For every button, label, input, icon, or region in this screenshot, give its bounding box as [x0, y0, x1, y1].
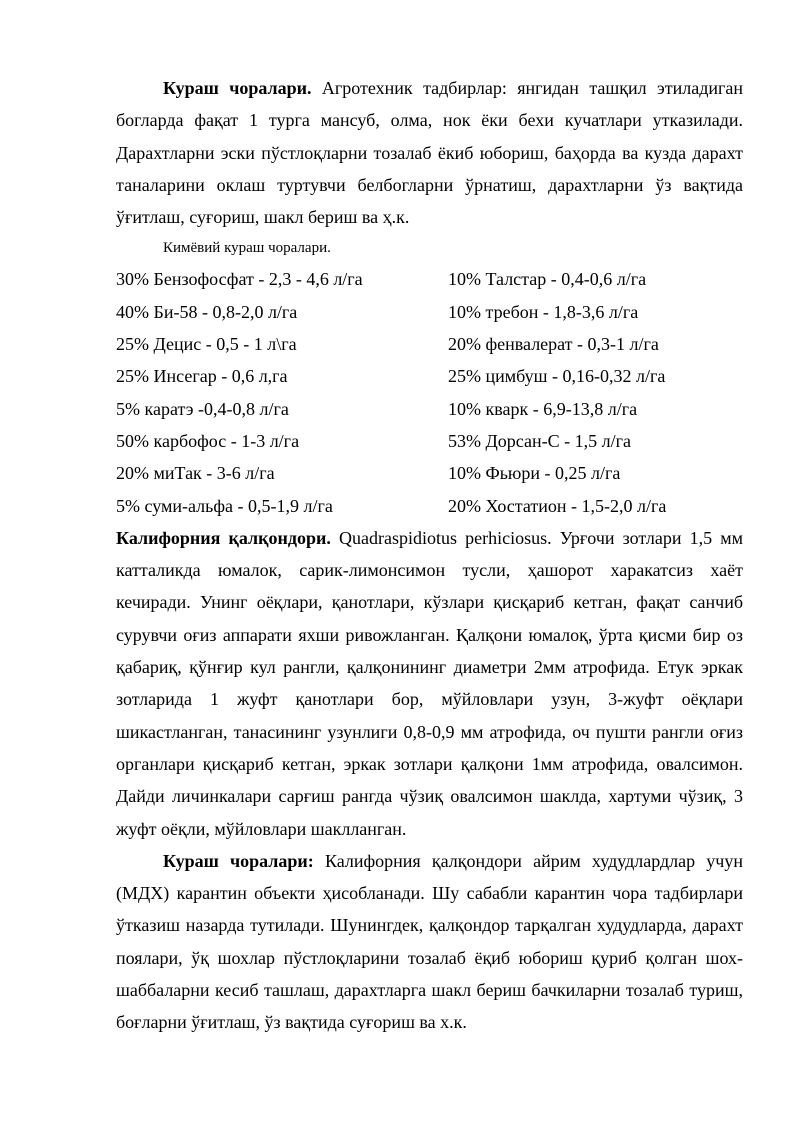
chemical-item: 25% цимбуш - 0,16-0,32 л/га [448, 366, 666, 387]
subheading-chemical-measures: Кимёвий кураш чоралари. [163, 240, 331, 257]
chemical-item: 20% фенвалерат - 0,3-1 л/га [448, 334, 659, 355]
chemical-item: 10% требон - 1,8-3,6 л/га [448, 301, 639, 322]
paragraph-text: Quadraspidiotus perhiciosus. Урғочи зотлари 1,5 мм катталикда юмалок, сарик-лимонсимон тусли, ҳашорот харакатсиз хаёт кечиради. Унинг оёқлари, қанотлари, кўзлари қисқариб кетган, фақат санчиб сурувчи оғиз аппарати яхши ривожланган. Қалқони юмалоқ, ўрта қисми бир оз қабариқ, қўнғир кул рангли, қалқонининг диаметри 2мм атрофида. Етук эркак зотларида 1 жуфт қанотлари бор, мўйловлари узун, 3-жуфт оёқлари шикастланган, танасининг узунлиги 0,8-0,9 мм атрофида, оч пушти рангли оғиз органлари қисқариб кетган, эркак зотлари қалқони 1мм атрофида, овалсимон. Дайди личинкалари сарғиш рангда чўзиқ овалсимон шаклда, хартуми чўзиқ, 3 жуфт оёқли, мўйловлари шаклланган. [116, 527, 743, 839]
document-page [116, 72, 743, 1039]
chemical-item: 20% миТак - 3-6 л/га [116, 463, 275, 484]
chemical-item: 20% Хостатион - 1,5-2,0 л/га [448, 495, 667, 516]
chemical-item: 50% карбофос - 1-3 л/га [116, 430, 300, 451]
chemical-item: 40% Би-58 - 0,8-2,0 л/га [116, 301, 298, 322]
paragraph-control-measures [116, 845, 743, 1039]
chemical-item: 5% суми-альфа - 0,5-1,9 л/га [116, 495, 333, 516]
chemical-item: 25% Децис - 0,5 - 1 л\га [116, 334, 297, 355]
chemical-item: 25% Инсегар - 0,6 л,га [116, 366, 288, 387]
paragraph-california-scale [116, 522, 743, 845]
chemical-item: 53% Дорсан-С - 1,5 л/га [448, 430, 631, 451]
chemical-item: 10% кварк - 6,9-13,8 л/га [448, 398, 638, 419]
heading-control-measures: Кураш чоралари. [163, 78, 312, 98]
chemical-item: 5% каратэ -0,4-0,8 л/га [116, 398, 289, 419]
paragraph-text: Агротехник тадбирлар: янгидан ташқил этиладиган богларда фақат 1 турга мансуб, олма, нок ёки бехи кучатлари утказилади. Дарахтларни эски пўстлоқларни тозалаб ёкиб юбориш, баҳорда ва кузда дарахт таналарини оклаш туртувчи белбогларни ўрнатиш, дарахтларни ўз вақтида ўғитлаш, суғориш, шакл бериш ва ҳ.к. [116, 78, 743, 228]
chemical-item: 10% Талстар - 0,4-0,6 л/га [448, 269, 647, 290]
paragraph-agrotechnical-measures [116, 72, 743, 233]
heading-california-scale: Калифорния қалқондори. [116, 527, 331, 548]
chemical-item: 30% Бензофосфат - 2,3 - 4,6 л/га [116, 269, 363, 290]
heading-control-measures-2: Кураш чоралари: [163, 850, 314, 871]
chemical-item: 10% Фьюри - 0,25 л/га [448, 463, 621, 484]
paragraph-text: Калифорния қалқондори айрим худудлардлар учун (МДХ) карантин объекти ҳисобланади. Шу сабабли карантин чора тадбирлари ўтказиш назарда тутилади. Шунингдек, қалқондор тарқалган худудларда, дарахт поялари, ўқ шохлар пўстлоқларини тозалаб ёқиб юбориш қуриб қолган шох-шаббаларни кесиб ташлаш, дарахтларга шакл бериш бачкиларни тозалаб туриш, боғларни ўғитлаш, ўз вақтида суғориш ва х.к. [116, 850, 743, 1033]
chemical-list [116, 263, 743, 521]
